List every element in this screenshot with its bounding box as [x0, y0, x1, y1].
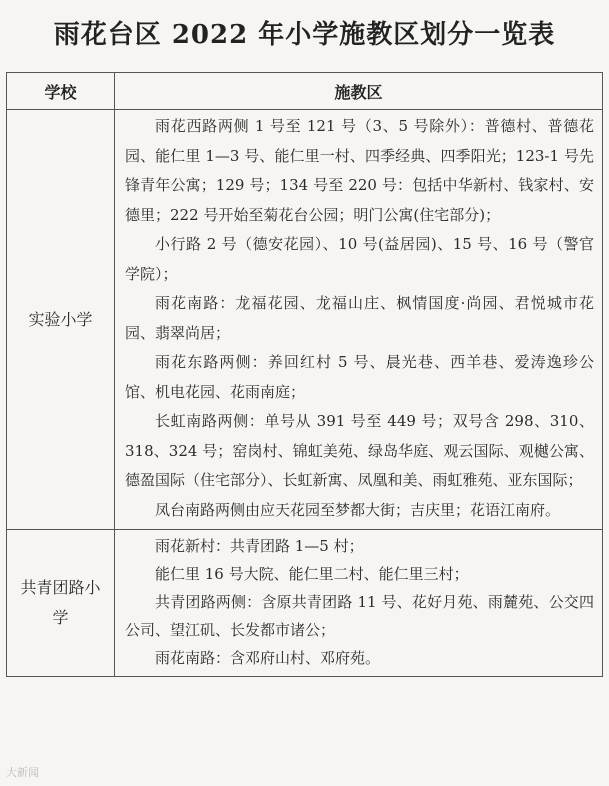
header-school: 学校: [7, 73, 115, 110]
zone-paragraph: 雨花新村：共青团路 1—5 村；: [155, 537, 364, 555]
table-row: [7, 530, 603, 677]
header-zone: 施教区: [115, 73, 603, 110]
zone-paragraph: 雨花南路：龙福花园、龙福山庄、枫情国度·尚园、君悦城市花园、翡翠尚居；: [125, 294, 594, 342]
zone-paragraph: 雨花东路两侧：养回红村 5 号、晨光巷、西羊巷、爱涛逸珍公馆、机电花园、花雨南庭；: [125, 353, 594, 401]
school-name-cell: 实验小学: [7, 110, 115, 530]
zone-paragraph: 雨花南路：含邓府山村、邓府苑。: [155, 649, 381, 667]
watermark: 大新闻: [6, 767, 39, 779]
zone-cell: [115, 530, 603, 677]
table-header-row: [7, 73, 603, 110]
zone-paragraph: 小行路 2 号（德安花园）、10 号(益居园)、15 号、16 号（警官学院）；: [125, 235, 594, 283]
table-row: [7, 110, 603, 530]
zone-paragraph: 雨花西路两侧 1 号至 121 号（3、5 号除外）：普德村、普德花园、能仁里 1—3 号、能仁里一村、四季经典、四季阳光；123-1 号先锋青年公寓；129 号；134 号至 220 号：包括中华新村、钱家村、安德里；222 号开始至菊花台公园；明门公寓(住宅部分)；: [125, 117, 594, 224]
zone-paragraph: 长虹南路两侧：单号从 391 号至 449 号；双号含 298、310、318、324 号；窑岗村、锦虹美苑、绿岛华庭、观云国际、观樾公寓、德盈国际（住宅部分）、长虹新寓、凤凰和美、雨虹雅苑、亚东国际；: [125, 412, 594, 489]
zone-cell: [115, 110, 603, 530]
zone-paragraph: 共青团路两侧：含原共青团路 11 号、花好月苑、雨麓苑、公交四公司、望江矶、长发都市诸公；: [125, 593, 594, 639]
zone-paragraph: 能仁里 16 号大院、能仁里二村、能仁里三村；: [155, 565, 469, 583]
document-title: 雨花台区 2022 年小学施教区划分一览表: [53, 20, 556, 50]
zone-paragraph: 凤台南路两侧由应天花园至梦都大街；吉庆里；花语江南府。: [155, 500, 561, 519]
school-zone-table: [6, 72, 603, 677]
school-name-cell: 共青团路小学: [7, 530, 115, 677]
